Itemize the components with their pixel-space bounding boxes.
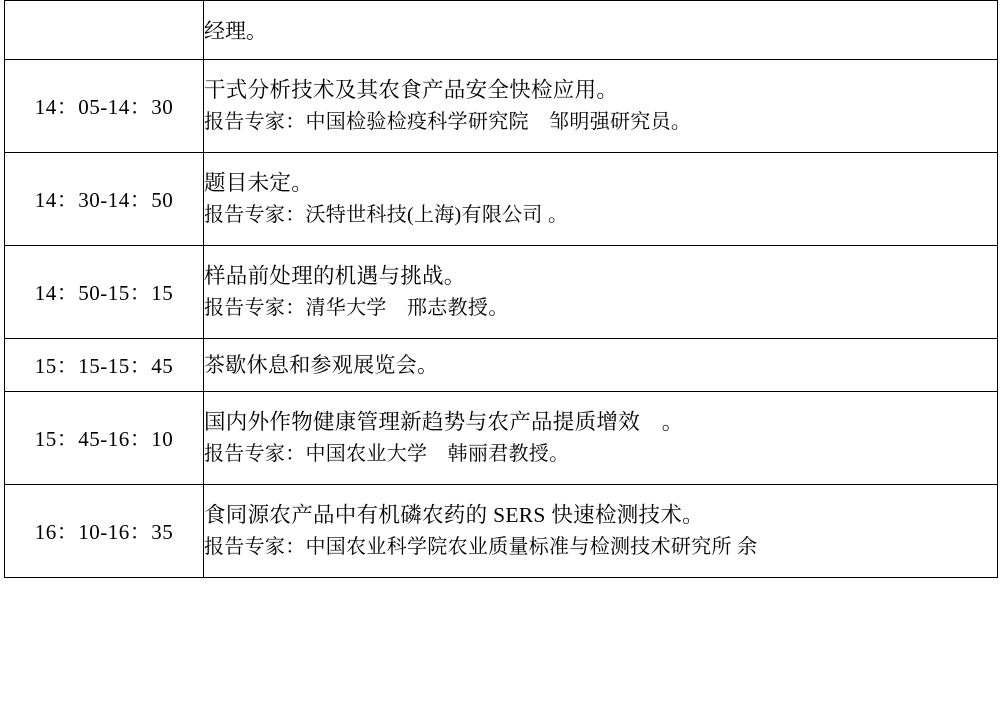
table-row bbox=[5, 1, 998, 60]
session-title: 食同源农产品中有机磷农药的 SERS 快速检测技术。 bbox=[204, 502, 704, 527]
content-cell bbox=[204, 153, 998, 246]
table-row bbox=[5, 392, 998, 485]
session-title: 国内外作物健康管理新趋势与农产品提质增效 。 bbox=[204, 409, 684, 434]
session-title: 样品前处理的机遇与挑战。 bbox=[204, 263, 466, 288]
table-row bbox=[5, 485, 998, 578]
time-cell: 14：30-14：50 bbox=[5, 153, 204, 246]
session-title: 题目未定。 bbox=[204, 170, 314, 195]
content-cell bbox=[204, 1, 998, 60]
table-row bbox=[5, 153, 998, 246]
table-row bbox=[5, 246, 998, 339]
time-cell bbox=[5, 1, 204, 60]
content-cell bbox=[204, 392, 998, 485]
session-speaker: 报告专家：中国检验检疫科学研究院 邹明强研究员。 bbox=[204, 111, 692, 134]
content-cell bbox=[204, 60, 998, 153]
session-speaker: 报告专家：清华大学 邢志教授。 bbox=[204, 297, 509, 320]
session-title: 茶歇休息和参观展览会。 bbox=[204, 352, 439, 377]
time-cell: 16：10-16：35 bbox=[5, 485, 204, 578]
session-title: 干式分析技术及其农食产品安全快检应用。 bbox=[204, 77, 619, 102]
content-cell bbox=[204, 246, 998, 339]
table-row bbox=[5, 60, 998, 153]
time-cell: 15：45-16：10 bbox=[5, 392, 204, 485]
table-row bbox=[5, 339, 998, 392]
time-cell: 15：15-15：45 bbox=[5, 339, 204, 392]
content-line: 经理。 bbox=[204, 18, 267, 43]
schedule-table bbox=[4, 0, 998, 578]
content-cell bbox=[204, 485, 998, 578]
content-cell bbox=[204, 339, 998, 392]
time-cell: 14：50-15：15 bbox=[5, 246, 204, 339]
time-cell: 14：05-14：30 bbox=[5, 60, 204, 153]
session-speaker: 报告专家：中国农业大学 韩丽君教授。 bbox=[204, 443, 570, 466]
session-speaker: 报告专家：中国农业科学院农业质量标准与检测技术研究所 余 bbox=[204, 536, 758, 559]
session-speaker: 报告专家：沃特世科技(上海)有限公司 。 bbox=[204, 204, 569, 227]
